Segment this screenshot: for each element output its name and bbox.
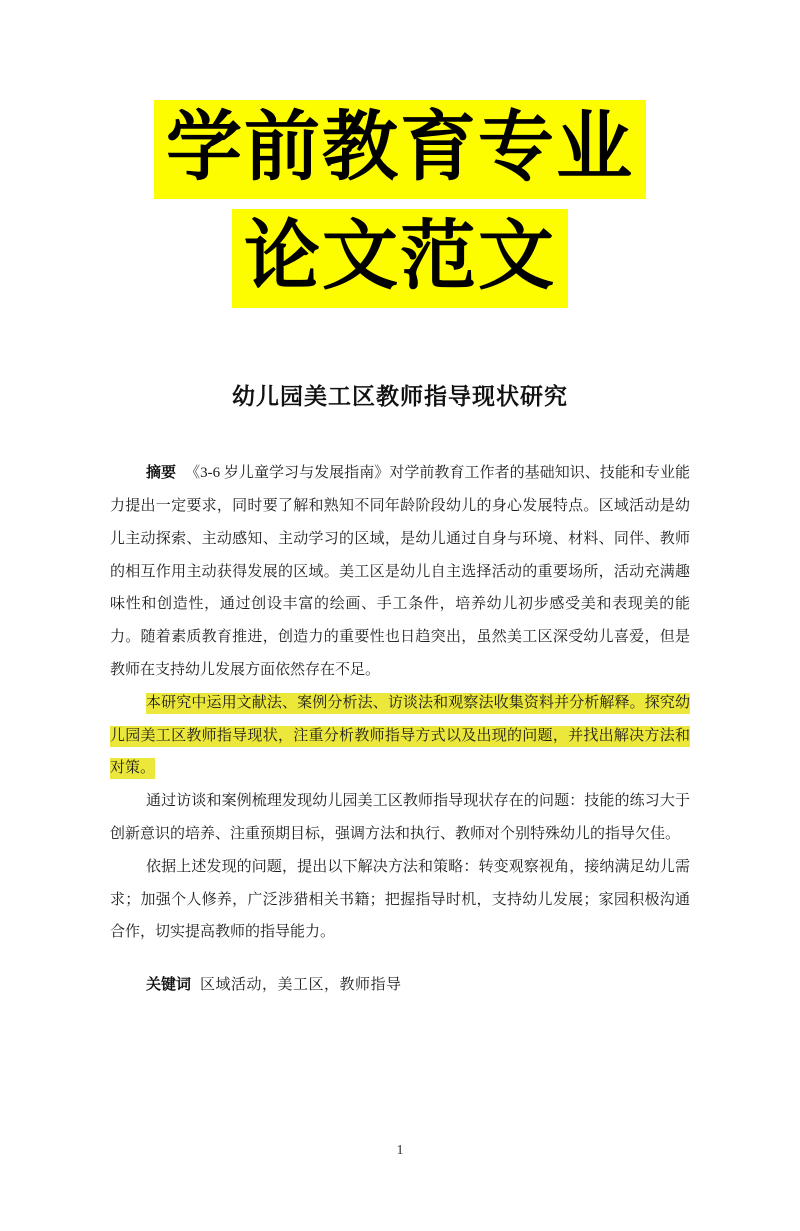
keywords-label: 关键词 bbox=[146, 976, 192, 994]
abstract-label: 摘要 bbox=[146, 464, 177, 482]
abstract-paragraph-2-highlighted bbox=[110, 687, 690, 785]
document-page bbox=[0, 100, 800, 1158]
abstract-section bbox=[0, 457, 800, 1002]
abstract-paragraph-1 bbox=[110, 457, 690, 687]
abstract-paragraph-3: 通过访谈和案例梳理发现幼儿园美工区教师指导现状存在的问题：技能的练习大于创新意识的培养、注重预期目标，强调方法和执行、教师对个别特殊幼儿的指导欠佳。 bbox=[110, 793, 690, 842]
banner bbox=[0, 100, 800, 308]
banner-line-2: 论文范文 bbox=[232, 209, 568, 308]
page-number: 1 bbox=[396, 1143, 404, 1158]
abstract-paragraph-1-text: 《3-6 岁儿童学习与发展指南》对学前教育工作者的基础知识、技能和专业能力提出一定要求，同时要了解和熟知不同年龄阶段幼儿的身心发展特点。区域活动是幼儿主动探索、主动感知、主动学习的区域，是幼儿通过自身与环境、材料、同伴、教师的相互作用主动获得发展的区域。美工区是幼儿自主选择活动的重要场所，活动充满趣味性和创造性，通过创设丰富的绘画、手工条件，培养幼儿初步感受美和表现美的能力。随着素质教育推进，创造力的重要性也日趋突出，虽然美工区深受幼儿喜爱，但是教师在支持幼儿发展方面依然存在不足。 bbox=[110, 465, 690, 678]
banner-line-1: 学前教育专业 bbox=[154, 100, 646, 199]
highlighted-text: 本研究中运用文献法、案例分析法、访谈法和观察法收集资料并分析解释。探究幼儿园美工区教师指导现状，注重分析教师指导方式以及出现的问题，并找出解决方法和对策。 bbox=[110, 693, 690, 780]
paper-title: 幼儿园美工区教师指导现状研究 bbox=[232, 383, 568, 410]
abstract-paragraph-4: 依据上述发现的问题，提出以下解决方法和策略：转变观察视角，接纳满足幼儿需求；加强个人修养，广泛涉猎相关书籍；把握指导时机，支持幼儿发展；家园积极沟通合作，切实提高教师的指导能力。 bbox=[110, 858, 690, 941]
keywords-text: 区域活动，美工区，教师指导 bbox=[200, 977, 402, 994]
keywords-row bbox=[110, 969, 690, 1002]
